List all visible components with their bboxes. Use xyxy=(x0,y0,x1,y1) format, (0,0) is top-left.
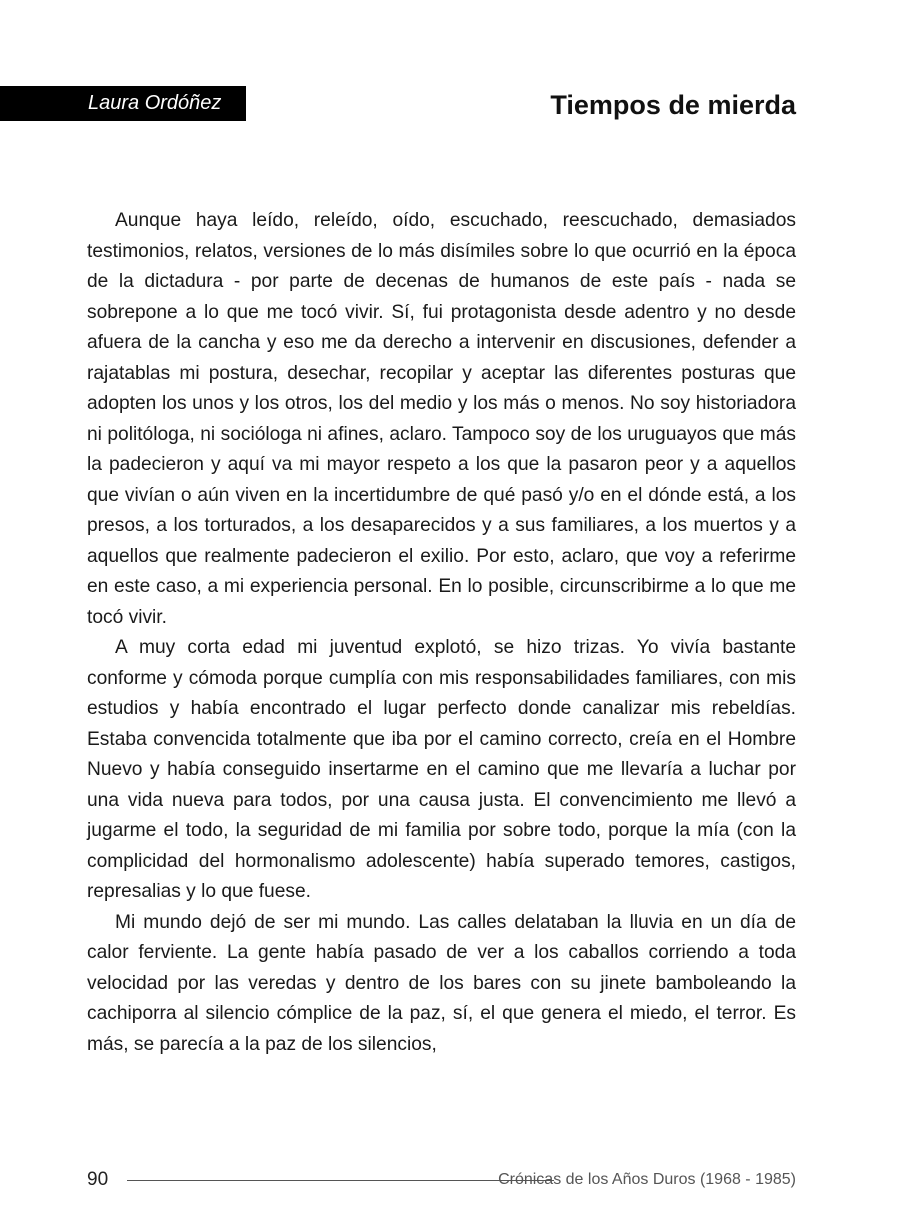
page-title: Tiempos de mierda xyxy=(550,90,796,120)
footer-rule xyxy=(127,1180,554,1181)
body-text xyxy=(87,206,796,1060)
author-name: Laura Ordóñez xyxy=(88,92,222,114)
paragraph: A muy corta edad mi juventud explotó, se hizo trizas. Yo vivía bastante conforme y cómoda porque cumplía con mis responsabilidades familiares, con mis estudios y había encontrado el lugar perfecto donde canalizar mis rebeldías. Estaba convencida totalmente que iba por el camino correcto, creía en el Hombre Nuevo y había conseguido insertarme en el camino que me llevaría a luchar por una vida nueva para todos, por una causa justa. El convencimiento me llevó a jugarme el todo, la seguridad de mi familia por sobre todo, porque la mía (con la complicidad del hormonalismo adolescente) había superado temores, castigos, represalias y lo que fuese. xyxy=(87,637,796,902)
running-footer-title: Crónicas de los Años Duros (1968 - 1985) xyxy=(498,1171,796,1188)
page-number: 90 xyxy=(87,1169,109,1190)
paragraph: Mi mundo dejó de ser mi mundo. Las calles delataban la lluvia en un día de calor ferviente. La gente había pasado de ver a los caballos corriendo a toda velocidad por las veredas y dentro de los bares con su jinete bamboleando la cachiporra al silencio cómplice de la paz, sí, el que genera el miedo, el terror. Es más, se parecía a la paz de los silencios, xyxy=(87,911,796,1055)
page-footer xyxy=(87,1167,796,1193)
author-tab xyxy=(0,86,246,121)
paragraph: Aunque haya leído, releído, oído, escuchado, reescuchado, demasiados testimonios, relatos, versiones de lo más disímiles sobre lo que ocurrió en la época de la dictadura - por parte de decenas de humanos de este país - nada se sobrepone a lo que me tocó vivir. Sí, fui protagonista desde adentro y no desde afuera de la cancha y eso me da derecho a intervenir en discusiones, defender a rajatablas mi postura, desechar, recopilar y aceptar las diferentes posturas que adopten los unos y los otros, los del medio y los más o menos. No soy historiadora ni politóloga, ni socióloga ni afines, aclaro. Tampoco soy de los uruguayos que más la padecieron y aquí va mi mayor respeto a los que la pasaron peor y a aquellos que vivían o aún viven en la incertidumbre de qué pasó y/o en el dónde está, a los presos, a los torturados, a los desaparecidos y a sus familiares, a los muertos y a aquellos que realmente padecieron el exilio. Por esto, aclaro, que voy a referirme en este caso, a mi experiencia personal. En lo posible, circunscribirme a lo que me tocó vivir. xyxy=(87,210,796,628)
